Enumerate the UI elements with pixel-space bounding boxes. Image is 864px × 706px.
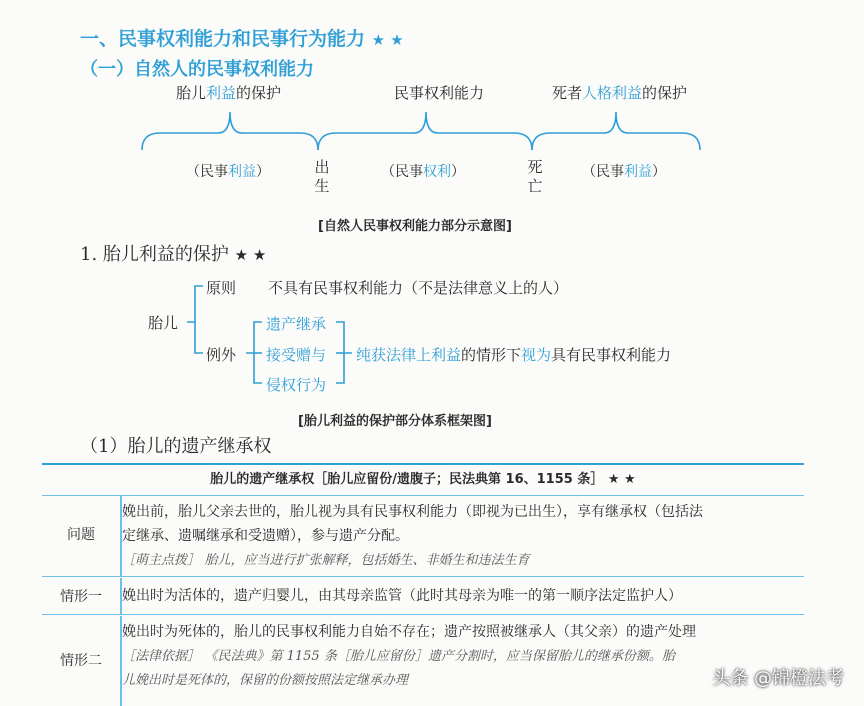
row-label: 情形二	[60, 653, 102, 669]
table-title-row	[42, 465, 804, 496]
row-text: 娩出时为活体的，遗产归婴儿，由其母亲监管（此时其母亲为唯一的第一顺序法定监护人）	[122, 588, 682, 604]
tree-exception-inheritance: 遗产继承	[266, 315, 327, 333]
tree-result: 纯获法律上利益的情形下视为具有民事权利能力	[356, 346, 672, 364]
tree-exception-tort: 侵权行为	[266, 376, 327, 394]
row-text: 娩出时为死体的，胎儿的民事权利能力自始不存在；遗产按照被继承人（其父亲）的遗产处理	[122, 624, 696, 640]
table-row	[42, 578, 804, 615]
label-fetus-interest: 胎儿利益的保护	[176, 84, 282, 102]
label-birth: 出生	[314, 158, 330, 195]
table-row	[42, 616, 804, 706]
table-row	[42, 496, 804, 577]
star-icon: ★ ★	[607, 472, 636, 487]
tree-exception-label: 例外	[206, 346, 237, 364]
note-tag: ［法律依据］	[122, 649, 201, 664]
star-icon: ★ ★	[371, 31, 404, 49]
section-fetus-protection: 1. 胎儿利益的保护 ★ ★	[80, 244, 267, 265]
note-text: 胎儿，应当进行扩张解释，包括婚生、非婚生和违法生育	[204, 553, 530, 568]
tree-root: 胎儿	[148, 314, 179, 332]
label-middle-right: （民事权利）	[381, 164, 465, 180]
tree-principle-label: 原则	[206, 279, 237, 297]
row-text: 定继承、遗嘱继承和受遗赠），参与遗产分配。	[122, 528, 409, 544]
caption-diagram-1: [自然人民事权利能力部分示意图]	[318, 219, 512, 234]
note-tag: ［萌主点拨］	[122, 553, 201, 568]
tree-exception-gift: 接受赠与	[266, 346, 327, 364]
label-civil-capacity: 民事权利能力	[394, 84, 485, 102]
caption-diagram-2: [胎儿利益的保护部分体系框架图]	[298, 414, 492, 429]
heading-1-text: 一、民事权利能力和民事行为能力	[80, 28, 366, 50]
label-death: 死亡	[527, 158, 543, 195]
heading-2: （一）自然人的民事权利能力	[80, 59, 314, 80]
note-text: 儿娩出时是死体的，保留的份额按照法定继承办理	[122, 673, 409, 688]
watermark: 头条 @锦橙法考	[712, 668, 844, 689]
row-text: 娩出前，胎儿父亲去世的，胎儿视为具有民事权利能力（即视为已出生），享有继承权（包括法	[122, 504, 703, 520]
star-icon: ★ ★	[234, 246, 267, 264]
table-title: 胎儿的遗产继承权［胎儿应留份/遗腹子；民法典第 16、1155 条］	[210, 472, 604, 487]
section-inheritance: （1）胎儿的遗产继承权	[80, 436, 272, 457]
note-text: 《民法典》第 1155 条［胎儿应留份］遗产分割时，应当保留胎儿的继承份额。胎	[204, 649, 675, 664]
label-deceased-interest: 死者人格利益的保护	[552, 84, 688, 102]
label-left-interest: （民事利益）	[186, 164, 270, 180]
row-label: 情形一	[60, 589, 102, 605]
label-right-interest: （民事利益）	[582, 164, 666, 180]
tree-principle-text: 不具有民事权利能力（不是法律意义上的人）	[268, 279, 569, 297]
row-label: 问题	[67, 527, 95, 543]
